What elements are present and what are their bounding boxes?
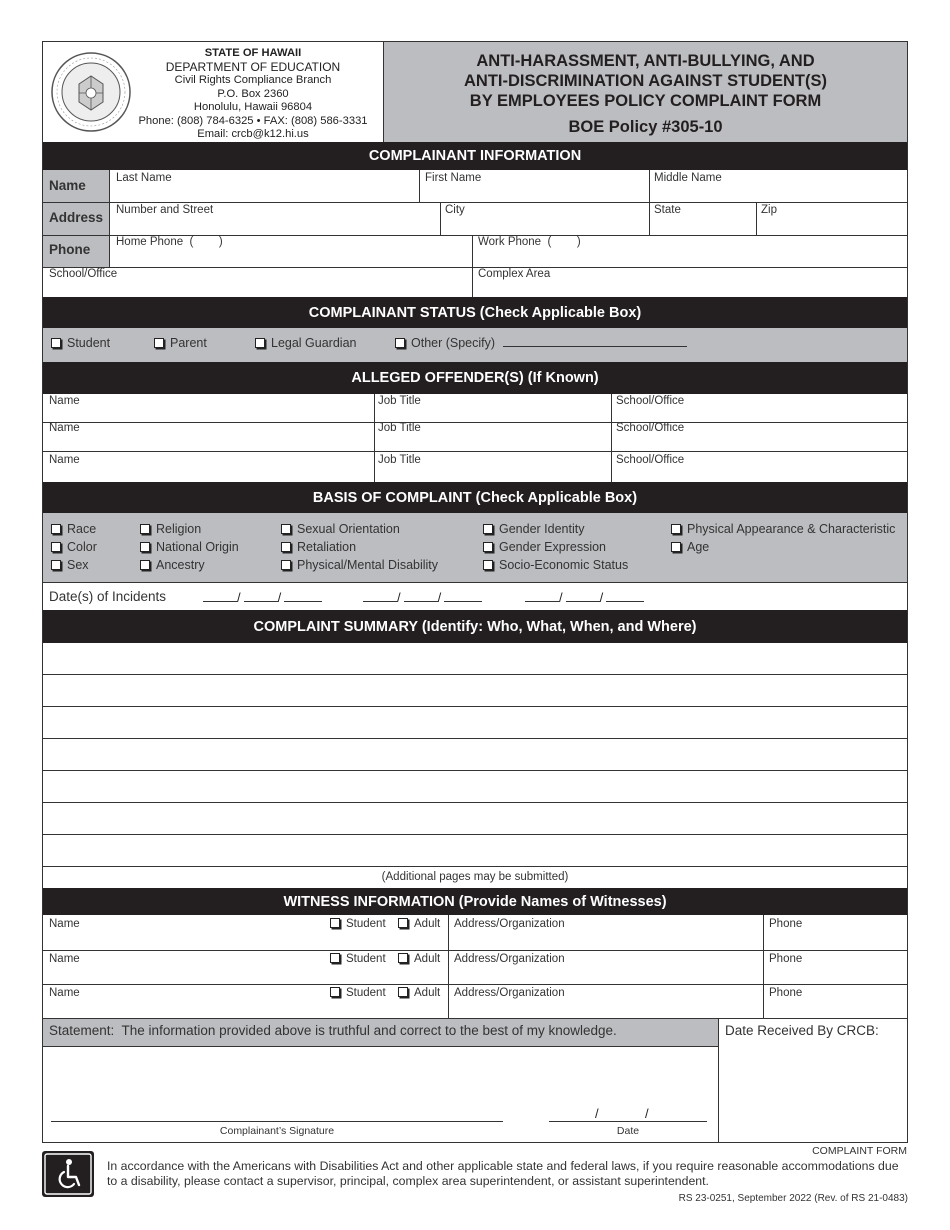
witness-heading: WITNESS INFORMATION (Provide Names of Witnesses) — [43, 888, 907, 915]
checkbox[interactable] — [398, 918, 408, 928]
status-parent-label: Parent — [170, 336, 207, 350]
basis-race-label: Race — [67, 522, 97, 536]
rule — [374, 394, 375, 482]
summary-line-4[interactable] — [43, 739, 907, 771]
blank[interactable] — [244, 591, 278, 602]
checkbox[interactable] — [671, 524, 681, 534]
incident-date-2[interactable]: / / — [363, 590, 482, 605]
witness-3-address-field[interactable]: Address/Organization — [454, 987, 565, 999]
basis-gender-expression-label: Gender Expression — [499, 540, 607, 554]
form-title-line-2: ANTI-DISCRIMINATION AGAINST STUDENT(S) — [464, 72, 827, 90]
basis-disability-label: Physical/Mental Disability — [297, 558, 439, 572]
blank[interactable] — [404, 591, 438, 602]
basis-color-checkbox[interactable] — [51, 540, 97, 554]
city-state: Honolulu, Hawaii 96804 — [193, 101, 313, 113]
complaint-summary-heading: COMPLAINT SUMMARY (Identify: Who, What, When, and Where) — [43, 610, 907, 643]
basis-retaliation-label: Retaliation — [297, 540, 357, 554]
checkbox[interactable] — [483, 560, 493, 570]
complaint-form-label: COMPLAINT FORM — [812, 1145, 907, 1157]
basis-sexual-orientation-label: Sexual Orientation — [297, 522, 400, 536]
offender-1-school-field[interactable]: School/Office — [616, 395, 685, 407]
alleged-offenders-heading: ALLEGED OFFENDER(S) (If Known) — [43, 362, 907, 394]
checkbox[interactable] — [395, 338, 405, 348]
summary-line-3[interactable] — [43, 707, 907, 739]
phone-label: Phone — [49, 242, 91, 257]
basis-disability-checkbox[interactable] — [281, 558, 438, 572]
basis-sex-checkbox[interactable] — [51, 558, 89, 572]
witness-1-address-field[interactable]: Address/Organization — [454, 918, 565, 930]
witness-2-phone-field[interactable]: Phone — [769, 953, 803, 965]
checkbox[interactable] — [51, 524, 61, 534]
rule — [763, 915, 764, 1019]
witness-adult-label: Adult — [414, 953, 441, 965]
complex-area-field[interactable]: Complex Area — [478, 268, 551, 280]
rule — [440, 202, 441, 235]
basis-religion-label: Religion — [156, 522, 202, 536]
checkbox[interactable] — [51, 338, 61, 348]
other-specify-line[interactable] — [503, 336, 687, 347]
offender-3-job-title-field[interactable]: Job Title — [378, 454, 421, 466]
additional-pages-note: (Additional pages may be submitted) — [381, 871, 569, 883]
email: Email: crcb@k12.hi.us — [197, 128, 309, 140]
status-student-label: Student — [67, 336, 111, 350]
status-other-label: Other (Specify) — [411, 336, 496, 350]
offender-1-name-field[interactable]: Name — [49, 395, 80, 407]
status-student-checkbox[interactable] — [51, 336, 110, 350]
checkbox[interactable] — [483, 542, 493, 552]
checkbox[interactable] — [140, 542, 150, 552]
rule — [649, 202, 650, 235]
date-received-label: Date Received By CRCB: — [725, 1023, 879, 1038]
basis-age-checkbox[interactable] — [671, 540, 709, 554]
signature-date-line[interactable] — [549, 1108, 707, 1122]
summary-line-7[interactable] — [43, 835, 907, 867]
checkbox[interactable] — [281, 524, 291, 534]
status-parent-checkbox[interactable] — [154, 336, 207, 350]
checkbox[interactable] — [671, 542, 681, 552]
checkbox[interactable] — [281, 542, 291, 552]
blank[interactable] — [203, 591, 237, 602]
checkbox[interactable] — [330, 918, 340, 928]
basis-physical-appearance-label: Physical Appearance & Characteristic — [687, 522, 896, 536]
basis-socio-economic-label: Socio-Economic Status — [499, 558, 629, 572]
witness-3-adult-checkbox[interactable] — [398, 987, 440, 999]
witness-1-name-field[interactable]: Name — [49, 918, 80, 930]
checkbox[interactable] — [483, 524, 493, 534]
basis-ancestry-label: Ancestry — [156, 558, 205, 572]
rule — [43, 451, 907, 452]
checkbox[interactable] — [330, 987, 340, 997]
witness-2-adult-checkbox[interactable] — [398, 953, 440, 965]
rule — [611, 394, 612, 482]
complainant-status-heading: COMPLAINANT STATUS (Check Applicable Box) — [43, 297, 907, 328]
witness-adult-label: Adult — [414, 918, 441, 930]
department-name: DEPARTMENT OF EDUCATION — [165, 59, 341, 74]
basis-gender-identity-label: Gender Identity — [499, 522, 585, 536]
blank[interactable] — [444, 591, 482, 602]
status-legal-guardian-checkbox[interactable] — [255, 336, 356, 350]
offender-1-job-title-field[interactable]: Job Title — [378, 395, 421, 407]
form-number: RS 23-0251, September 2022 (Rev. of RS 21-0483) — [678, 1193, 908, 1204]
basis-color-label: Color — [67, 540, 97, 554]
incident-date-1[interactable]: / / — [203, 590, 322, 605]
summary-line-2[interactable] — [43, 675, 907, 707]
rule — [43, 202, 907, 203]
basis-race-checkbox[interactable] — [51, 522, 96, 536]
status-other-checkbox[interactable] — [395, 336, 687, 350]
checkbox[interactable] — [255, 338, 265, 348]
policy-number: BOE Policy #305-10 — [568, 118, 723, 136]
basis-sex-label: Sex — [67, 558, 89, 572]
complainant-info-heading: COMPLAINANT INFORMATION — [43, 142, 907, 170]
po-box: P.O. Box 2360 — [217, 87, 289, 100]
agency-name: STATE OF HAWAII — [204, 47, 302, 59]
basis-age-label: Age — [687, 540, 710, 554]
accessibility-icon — [42, 1151, 94, 1197]
witness-1-phone-field[interactable]: Phone — [769, 918, 803, 930]
phone-fax: Phone: (808) 784-6325 • FAX: (808) 586-3331 — [138, 114, 368, 127]
basis-national-origin-checkbox[interactable] — [140, 540, 239, 554]
basis-socio-economic-checkbox[interactable] — [483, 558, 628, 572]
form-title-line-1: ANTI-HARASSMENT, ANTI-BULLYING, AND — [476, 52, 815, 70]
incident-date-3[interactable]: / / — [525, 590, 644, 605]
complaint-form — [42, 41, 908, 1143]
statement-text: Statement: The information provided above is truthful and correct to the best of my knowledge. — [49, 1023, 617, 1038]
offender-2-name-field[interactable]: Name — [49, 422, 80, 434]
rule — [43, 1046, 718, 1047]
signature-label: Complainant’s Signature — [219, 1125, 335, 1137]
blank[interactable] — [284, 591, 322, 602]
school-office-field[interactable]: School/Office — [49, 268, 118, 280]
last-name-field[interactable]: Last Name — [116, 172, 172, 184]
witness-3-phone-field[interactable]: Phone — [769, 987, 803, 999]
rule — [43, 582, 907, 583]
basis-sexual-orientation-checkbox[interactable] — [281, 522, 400, 536]
first-name-field[interactable]: First Name — [425, 172, 482, 184]
rule — [448, 915, 449, 1019]
rule — [756, 202, 757, 235]
title-block — [383, 42, 907, 142]
signature-line[interactable] — [51, 1109, 503, 1122]
basis-religion-checkbox[interactable] — [140, 522, 201, 536]
witness-2-name-field[interactable]: Name — [49, 953, 80, 965]
witness-3-name-field[interactable]: Name — [49, 987, 80, 999]
zip-field[interactable]: Zip — [761, 204, 777, 216]
branch-name: Civil Rights Compliance Branch — [174, 74, 332, 86]
summary-line-6[interactable] — [43, 803, 907, 835]
date-received-box[interactable] — [721, 1046, 905, 1142]
checkbox[interactable] — [154, 338, 164, 348]
basis-gender-expression-checkbox[interactable] — [483, 540, 606, 554]
witness-2-student-checkbox[interactable] — [330, 953, 386, 965]
offender-2-school-field[interactable]: School/Office — [616, 422, 685, 434]
basis-gender-identity-checkbox[interactable] — [483, 522, 584, 536]
checkbox[interactable] — [398, 953, 408, 963]
agency-address — [123, 47, 383, 142]
date-label: Date — [616, 1125, 640, 1137]
offender-2-job-title-field[interactable]: Job Title — [378, 422, 421, 434]
blank[interactable] — [566, 591, 600, 602]
street-field[interactable]: Number and Street — [116, 204, 214, 216]
basis-national-origin-label: National Origin — [156, 540, 239, 554]
incident-dates-label: Date(s) of Incidents — [49, 589, 167, 604]
name-label: Name — [49, 178, 86, 193]
date-slash: / — [645, 1106, 649, 1121]
rule — [109, 170, 110, 267]
witness-3-student-checkbox[interactable] — [330, 987, 386, 999]
status-legal-guardian-label: Legal Guardian — [271, 336, 357, 350]
offender-3-school-field[interactable]: School/Office — [616, 454, 685, 466]
address-label: Address — [49, 210, 104, 225]
state-field[interactable]: State — [654, 204, 681, 216]
rule — [472, 235, 473, 297]
checkbox[interactable] — [140, 524, 150, 534]
summary-line-5[interactable] — [43, 771, 907, 803]
blank[interactable] — [525, 591, 559, 602]
blank[interactable] — [606, 591, 644, 602]
rule — [718, 1019, 719, 1143]
rule — [43, 950, 907, 951]
work-phone-field[interactable]: Work Phone ( ) — [478, 236, 581, 248]
rule — [419, 170, 420, 202]
basis-heading: BASIS OF COMPLAINT (Check Applicable Box) — [43, 482, 907, 513]
offender-3-name-field[interactable]: Name — [49, 454, 80, 466]
witness-1-student-checkbox[interactable] — [330, 918, 386, 930]
agency-seal — [49, 50, 133, 134]
checkbox[interactable] — [51, 560, 61, 570]
checkbox[interactable] — [140, 560, 150, 570]
witness-1-adult-checkbox[interactable] — [398, 918, 440, 930]
checkbox[interactable] — [51, 542, 61, 552]
blank[interactable] — [363, 591, 397, 602]
rule — [43, 984, 907, 985]
checkbox[interactable] — [281, 560, 291, 570]
rule — [649, 170, 650, 202]
form-title-line-3: BY EMPLOYEES POLICY COMPLAINT FORM — [469, 92, 822, 110]
checkbox[interactable] — [398, 987, 408, 997]
checkbox[interactable] — [330, 953, 340, 963]
witness-adult-label: Adult — [414, 987, 441, 999]
home-phone-field[interactable]: Home Phone ( ) — [116, 236, 223, 248]
basis-retaliation-checkbox[interactable] — [281, 540, 356, 554]
middle-name-field[interactable]: Middle Name — [654, 172, 722, 184]
witness-student-label: Student — [346, 918, 386, 930]
witness-2-address-field[interactable]: Address/Organization — [454, 953, 565, 965]
city-field[interactable]: City — [445, 204, 465, 216]
ada-notice: In accordance with the Americans with Disabilities Act and other applicable state and federal laws, if you require reasonable accommodations due to a disability, please contact a supervisor, principal, complex area superintendent, or assistant superintendent. — [107, 1159, 899, 1188]
date-slash: / — [595, 1106, 599, 1121]
basis-physical-appearance-checkbox[interactable] — [671, 522, 895, 536]
basis-ancestry-checkbox[interactable] — [140, 558, 205, 572]
witness-student-label: Student — [346, 987, 386, 999]
summary-line-1[interactable] — [43, 643, 907, 675]
witness-student-label: Student — [346, 953, 386, 965]
